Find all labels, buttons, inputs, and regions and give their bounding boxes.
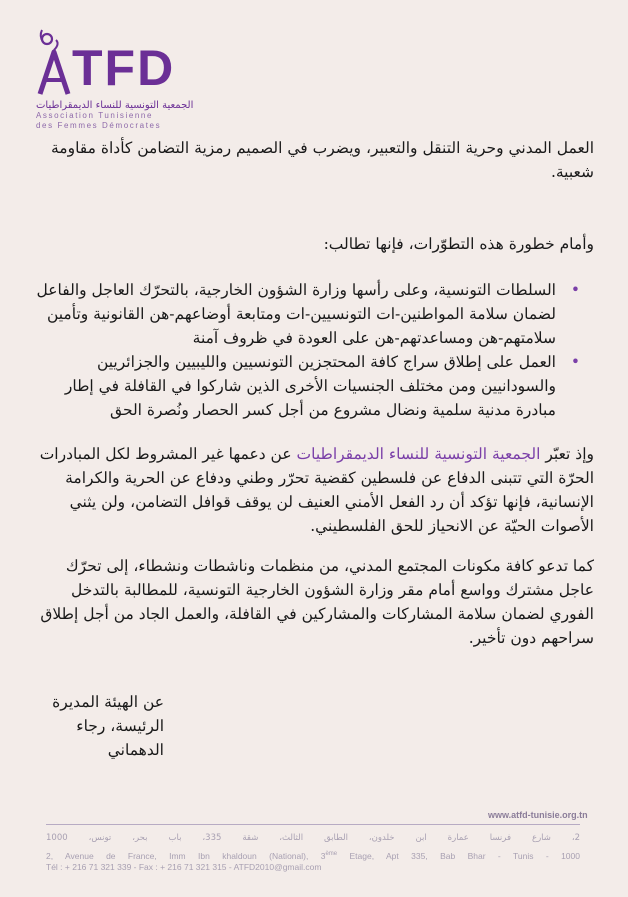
intro-paragraph: العمل المدني وحرية التنقل والتعبير، ويضرب في الصميم رمزية التضامن كأداة مقاومة شعبية. bbox=[50, 139, 594, 181]
signature-block bbox=[34, 690, 164, 762]
address-french-part-2: Etage, Apt 335, Bab Bhar - Tunis - 1000 bbox=[337, 850, 580, 861]
demand-item: • العمل على إطلاق سراج كافة المحتجزين التونسيين والليبيين والجزائريين والسودانيين ومن مختلف الجنسيات الأخرى الذين شاركوا في القافلة في إطار مبادرة مدنية سلمية ونضال مشروع من أجل كسر الحصار ونُصرة الحق bbox=[34, 350, 556, 422]
support-paragraph bbox=[34, 442, 594, 538]
address-french bbox=[46, 848, 580, 863]
footer-divider bbox=[46, 824, 580, 825]
signature-line-1: عن الهيئة المديرة bbox=[52, 693, 164, 711]
logo-french-line-2: des Femmes Démocrates bbox=[36, 121, 162, 130]
demands-list bbox=[34, 278, 594, 422]
signature-line-2: الرئيسة، رجاء الدهماني bbox=[76, 717, 164, 759]
demand-intro: وأمام خطورة هذه التطوّرات، فإنها تطالب: bbox=[323, 235, 594, 253]
letter-body bbox=[34, 136, 594, 650]
address-french-sup: ème bbox=[325, 851, 338, 857]
website-link[interactable]: www.atfd-tunisie.org.tn bbox=[488, 810, 588, 820]
support-rest: عن دعمها غير المشروط لكل المبادرات الحرّة التي تتبنى الدفاع عن فلسطين كقضية تحرّر وطني ودفاع عن الحرية والكرامة الإنسانية، فإنها تؤكد أن رد الفعل الأمني العنيف لن يوقف قوافل التضامن، ولن يثني الأصوات الحيّة عن الانحياز للحق الفلسطيني. bbox=[39, 445, 594, 535]
address-arabic: 2، شارع فرنسا عمارة ابن خلدون، الطابق الثالث، شقة 335، باب بحر، تونس، 1000 bbox=[46, 833, 580, 843]
contact-info: Tél : + 216 71 321 339 - Fax : + 216 71 321 315 - ATFD2010@gmail.com bbox=[46, 862, 322, 872]
logo-letters: TFD bbox=[72, 40, 176, 96]
atfd-logo bbox=[36, 28, 216, 131]
logo-arabic-name: الجمعية التونسية للنساء الديمقراطيات bbox=[36, 100, 194, 111]
demand-item: • السلطات التونسية، وعلى رأسها وزارة الشؤون الخارجية، بالتحرّك العاجل والفاعل لضمان سلامة المواطنين-ات التونسيين-ات ومتابعة أوضاعهم-هن القانونية وتأمين سلامتهم-هن ومساعدتهم-هن على العودة في ظروف آمنة bbox=[34, 278, 556, 350]
association-name-highlight: الجمعية التونسية للنساء الديمقراطيات bbox=[296, 445, 541, 463]
address-french-part-1: 2, Avenue de France, Imm Ibn khaldoun (National), 3 bbox=[46, 850, 326, 861]
logo-french-line-1: Association Tunisienne bbox=[36, 111, 154, 120]
logo-mark bbox=[36, 28, 216, 98]
support-prefix: وإذ تعبّر bbox=[540, 445, 594, 463]
call-paragraph: كما تدعو كافة مكونات المجتمع المدني، من منظمات وناشطات ونشطاء، إلى تحرّك عاجل مشترك وواسع أمام مقر وزارة الشؤون الخارجية التونسية، للمطالبة بالتدخل الفوري لضمان سلامة المشاركات والمشاركين في القافلة، والعمل الجاد من أجل إطلاق سراحهم دون تأخير. bbox=[40, 557, 594, 647]
